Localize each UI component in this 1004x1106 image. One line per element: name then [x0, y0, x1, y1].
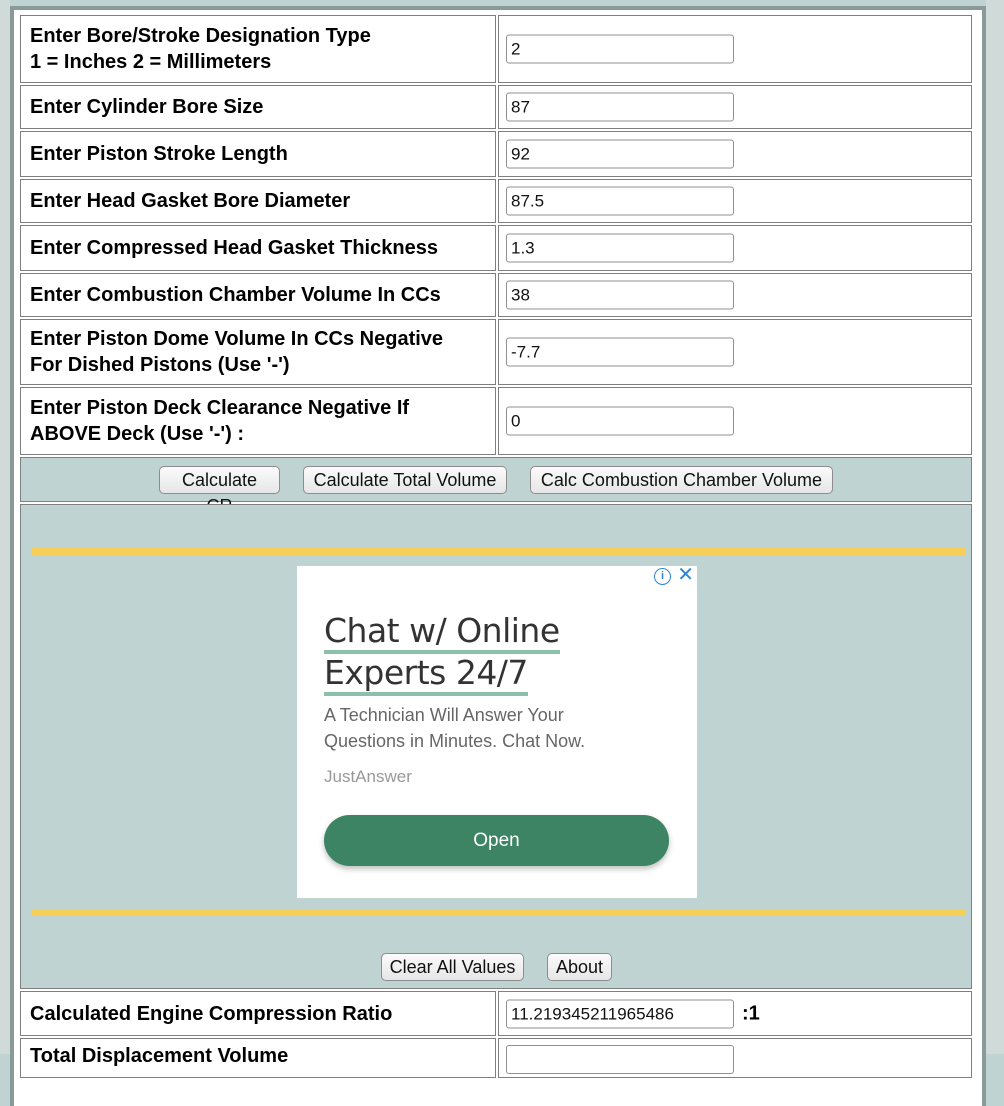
form-row-stroke-length [20, 131, 972, 177]
form-row-gasket-thickness [20, 225, 972, 271]
ad-brand: JustAnswer [324, 767, 412, 786]
form-row-chamber-volume [20, 273, 972, 317]
ratio-suffix: :1 [742, 1002, 760, 1024]
row-label: Enter Compressed Head Gasket Thickness [30, 237, 438, 259]
close-icon[interactable]: ✕ [677, 564, 694, 586]
gasket-thickness-input[interactable]: 1.3 [506, 234, 734, 263]
form-row-bore-size [20, 85, 972, 129]
gasket-bore-input[interactable]: 87.5 [506, 187, 734, 216]
row-label: Enter Piston Dome Volume In CCs Negative For Dished Pistons (Use '-') [30, 328, 444, 376]
calc-combustion-chamber-volume-button[interactable]: Calc Combustion Chamber Volume [530, 466, 833, 494]
ad-open-button[interactable]: Open [324, 815, 669, 866]
result-label: Calculated Engine Compression Ratio [30, 1002, 393, 1025]
row-label: Enter Combustion Chamber Volume In CCs [30, 284, 441, 306]
compression-ratio-output[interactable]: 11.219345211965486 [506, 999, 734, 1028]
calculate-buttons-bar [20, 457, 972, 502]
result-label: Total Displacement Volume [30, 1045, 289, 1067]
stroke-length-input[interactable]: 92 [506, 140, 734, 169]
row-label: Enter Head Gasket Bore Diameter [30, 190, 351, 212]
row-label: Enter Piston Deck Clearance Negative If ABOVE Deck (Use '-') : [30, 397, 410, 445]
form-row-designation-type [20, 15, 972, 83]
ad-top-stripe [31, 548, 965, 555]
calculate-total-volume-button[interactable]: Calculate Total Volume [303, 466, 507, 494]
form-row-dome-volume [20, 319, 972, 385]
advertisement[interactable] [297, 566, 697, 898]
row-label: Enter Piston Stroke Length [30, 143, 288, 165]
ad-description: A Technician Will Answer Your Questions in Minutes. Chat Now. [324, 705, 586, 751]
ad-section [20, 504, 972, 989]
row-label: Enter Cylinder Bore Size [30, 96, 264, 118]
form-row-gasket-bore [20, 179, 972, 223]
clear-all-values-button[interactable]: Clear All Values [381, 953, 524, 981]
row-label: Enter Bore/Stroke Designation Type 1 = Inches 2 = Millimeters [30, 25, 371, 73]
ad-title[interactable]: Chat w/ Online Experts 24/7 [324, 610, 624, 694]
dome-volume-input[interactable]: -7.7 [506, 338, 734, 367]
about-button[interactable]: About [547, 953, 612, 981]
page-right-margin [986, 0, 1004, 1054]
info-icon[interactable]: i [654, 568, 671, 585]
result-row-total-displacement [20, 1038, 972, 1078]
total-displacement-output[interactable] [506, 1045, 734, 1074]
form-row-deck-clearance [20, 387, 972, 455]
calculate-cr-button[interactable]: Calculate [159, 466, 280, 494]
bore-size-input[interactable]: 87 [506, 93, 734, 122]
page-left-margin [0, 0, 10, 1054]
chamber-volume-input[interactable]: 38 [506, 281, 734, 310]
designation-type-input[interactable]: 2 [506, 35, 734, 64]
result-row-compression-ratio [20, 991, 972, 1036]
ad-bottom-stripe [31, 909, 965, 916]
deck-clearance-input[interactable]: 0 [506, 407, 734, 436]
